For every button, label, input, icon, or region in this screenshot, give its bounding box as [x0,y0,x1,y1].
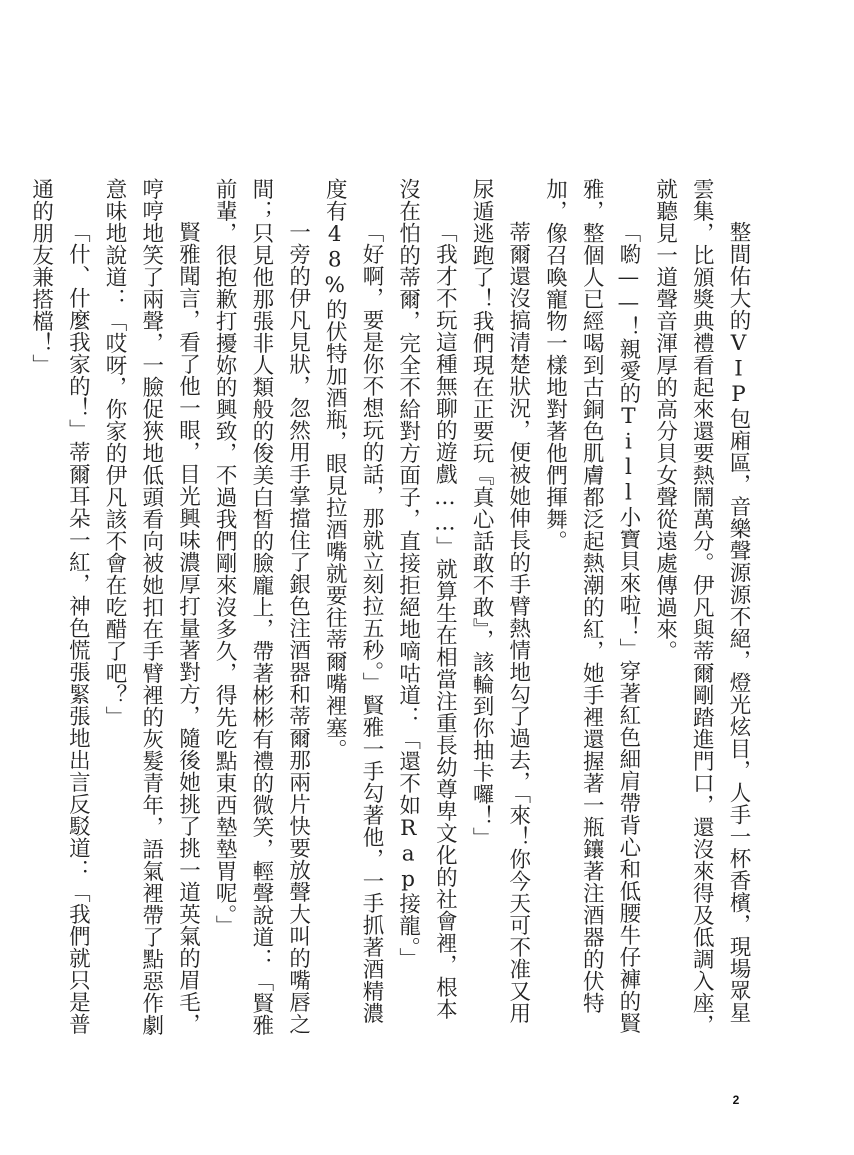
paragraph-4: 「我才不玩這種無聊的遊戲……」就算生在相當注重長幼尊卑文化的社會裡，根本沒在怕的蒂爾，完全不給對方面子，直接拒絕地嘀咕道：「還不如Rap接龍。」 [395,178,458,1020]
paragraph-7: 賢雅聞言，看了他一眼，目光興味濃厚打量著對方，隨後她挑了挑一道英氣的眉毛，哼哼地笑了兩聲，一臉促狹地低頭看向被她扣在手臂裡的灰髮青年，語氣裡帶了點惡作劇意味地說道：「哎呀，你家的伊凡該不會在吃醋了吧？」 [102,178,201,1036]
paragraph-5: 「好啊，要是你不想玩的話，那就立刻拉五秒。」賢雅一手勾著他，一手抓著酒精濃度有48%的伏特加酒瓶，眼見拉酒嘴就要往蒂爾嘴裡塞。 [322,178,384,1025]
paragraph-1: 整間佑大的VIP包廂區，音樂聲源源不絕，燈光炫目，人手一杯香檳，現場眾星雲集，比頒獎典禮看起來還要熱鬧萬分。伊凡與蒂爾剛踏進門口，還沒來得及低調入座，就聽見一道聲音渾厚的高分貝女聲從遠處傳過來。 [652,178,751,1036]
page-number: 2 [732,1093,740,1107]
paragraph-6: 一旁的伊凡見狀，忽然用手掌擋住了銀色注酒器和蒂爾那兩片快要放聲大叫的嘴唇之間；只見他那張非人類般的俊美白皙的臉龐上，帶著彬彬有禮的微笑，輕聲說道：「賢雅前輩，很抱歉打擾妳的興致，不過我們剛來沒多久，得先吃點東西墊墊胃呢。」 [212,178,311,1036]
paragraph-3: 蒂爾還沒搞清楚狀況，便被她伸長的手臂熱情地勾了過去，「來！你今天可不准又用尿遁逃跑了！我們現在正要玩『真心話敢不敢』，該輪到你抽卡囉！」 [469,178,531,1025]
paragraph-2: 「喲——！親愛的Till小寶貝來啦！」穿著紅色細肩帶背心和低腰牛仔褲的賢雅，整個人已經喝到古銅色肌膚都泛起熱潮的紅，她手裡還握著一瓶鑲著注酒器的伏特加，像召喚寵物一樣地對著他們揮舞。 [542,178,641,1034]
vertical-text-body [28,178,756,1038]
paragraph-8: 「什、什麼我家的！」蒂爾耳朵一紅，神色慌張緊張地出言反駁道：「我們就只是普通的朋友兼搭檔！」 [28,178,91,1035]
